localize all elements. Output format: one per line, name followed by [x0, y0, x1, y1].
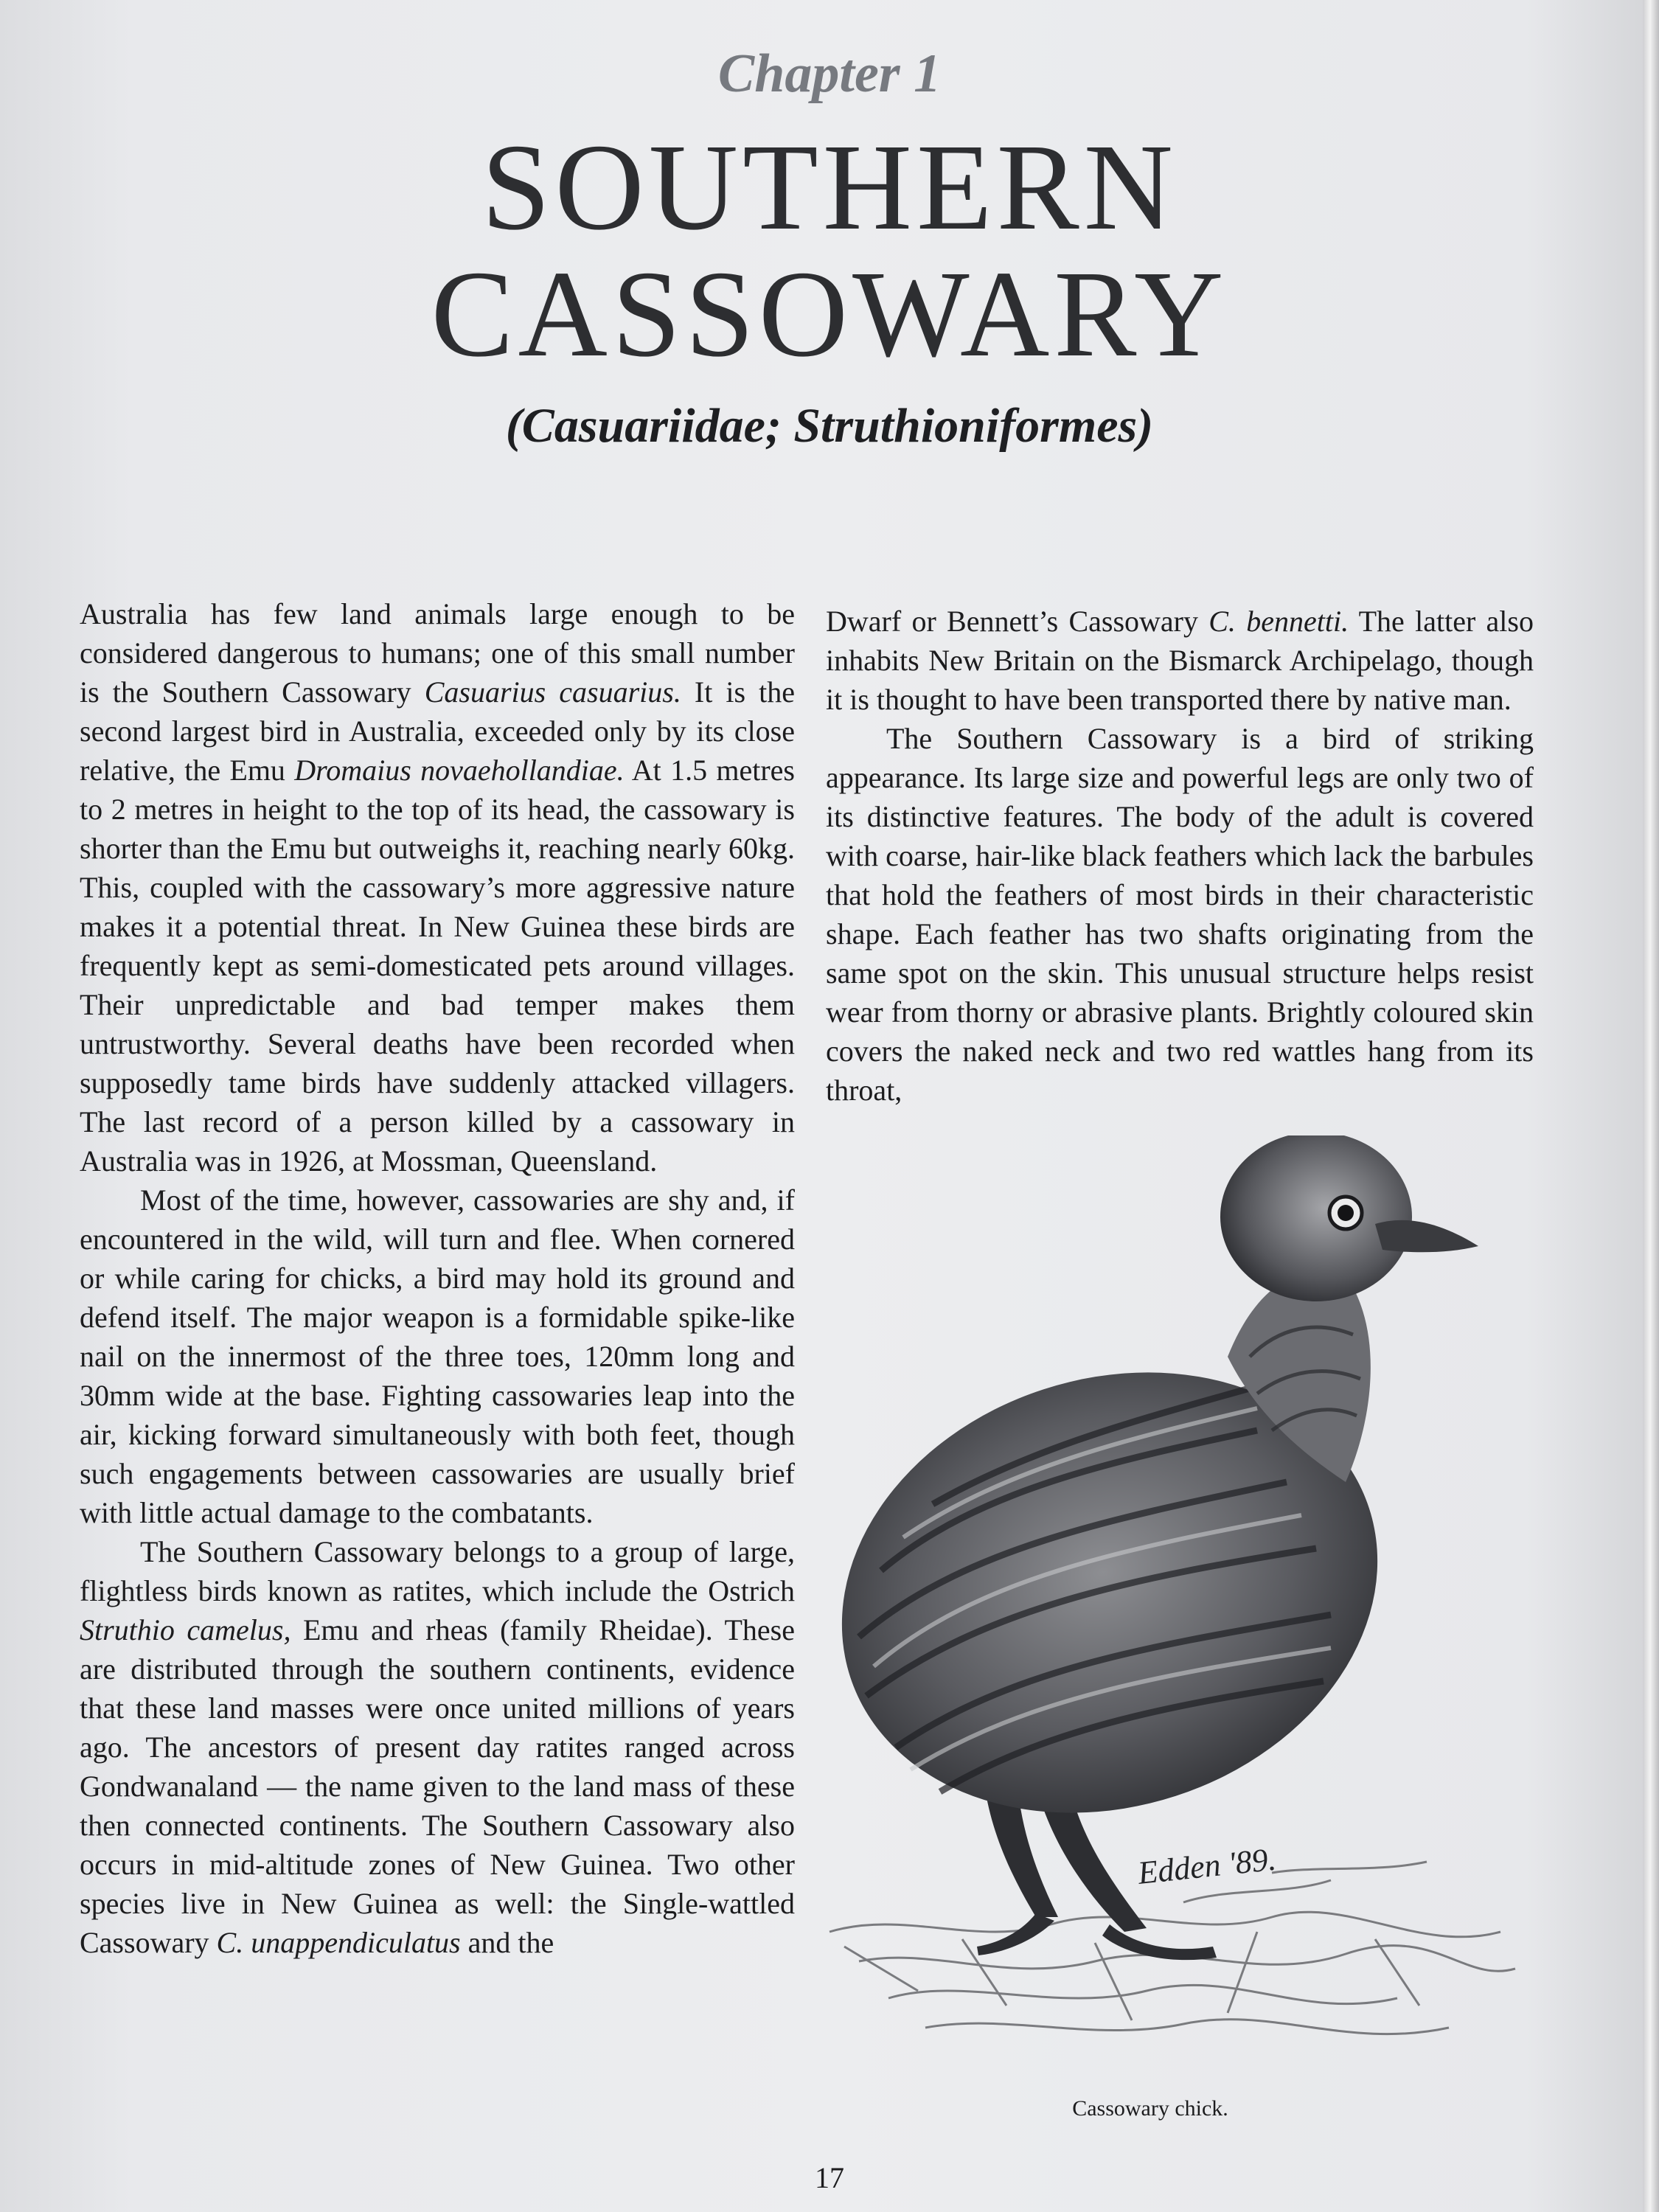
- chapter-title-line-1: SOUTHERN: [481, 119, 1178, 256]
- species-name: Dromaius novaehollandiae.: [294, 754, 625, 787]
- species-name: Casuarius casuarius.: [424, 675, 681, 709]
- species-name: Struthio camelus,: [80, 1613, 291, 1646]
- paragraph-3: The Southern Cassowary belongs to a group of large, flightless birds known as ratites, which include the Ostrich Struthio camelus, Emu and rheas (family Rheidae). These are distributed through the southern continents, evidence that these land masses were once united millions of years ago. The ancestors of present day ratites ranged across Gondwanaland — the name given to the land mass of these then connected continents. The Southern Cassowary also occurs in mid-altitude zones of New Guinea. Two other species live in New Guinea as well: the Single-wattled Cassowary C. unappendiculatus and the: [80, 1535, 796, 1959]
- page-number: 17: [815, 2161, 844, 2194]
- paragraph-5: The Southern Cassowary is a bird of striking appearance. Its large size and powerful legs are only two of its distinctive features. The body of the adult is covered with coarse, hair-like black feathers which lack the barbules that hold the feathers of most birds in their characteristic shape. Each feather has two shafts originating from the same spot on the skin. This unusual structure helps resist wear from thorny or abrasive plants. Brightly coloured skin covers the naked neck and two red wattles hang from its throat,: [826, 722, 1534, 1107]
- right-column: [826, 602, 1534, 1110]
- cassowary-chick-illustration: [815, 1135, 1530, 2094]
- species-name: C. bennetti.: [1208, 605, 1349, 638]
- chapter-subtitle: (Casuariidae; Struthioniformes): [505, 399, 1154, 453]
- left-column: [80, 594, 795, 1962]
- chapter-title-line-2: CASSOWARY: [431, 246, 1228, 383]
- paragraph-4: Dwarf or Bennett’s Cassowary C. bennetti. The latter also inhabits New Britain on the Bismarck Archipelago, though it is thought to have been transported there by native man.: [826, 605, 1534, 716]
- paragraph-2: Most of the time, however, cassowaries are shy and, if encountered in the wild, will turn and flee. When cornered or while caring for chicks, a bird may hold its ground and defend itself. The major weapon is a formidable spike-like nail on the innermost of the three toes, 120mm long and 30mm wide at the base. Fighting cassowaries leap into the air, kicking forward simultaneously with both feet, though such engagements between cassowaries are usually brief with little actual damage to the combatants.: [80, 1183, 795, 1529]
- chick-beak: [1375, 1220, 1478, 1252]
- paragraph-1: Australia has few land animals large enough to be considered dangerous to humans; one of this small number is the Southern Cassowary Casuarius casuarius. It is the second largest bird in Australia, exceeded only by its close relative, the Emu Dromaius novaehollandiae. At 1.5 metres to 2 metres in height to the top of its head, the cassowary is shorter than the Emu but outweighs it, reaching nearly 60kg. This, coupled with the cassowary’s more aggressive nature makes it a potential threat. In New Guinea these birds are frequently kept as semi-domesticated pets around villages. Their unpredictable and bad temper makes them untrustworthy. Several deaths have been recorded when supposedly tame birds have suddenly attacked villagers. The last record of a person killed by a cassowary in Australia was in 1926, at Mossman, Queensland.: [80, 597, 796, 1178]
- species-name: C. unappendiculatus: [216, 1926, 461, 1959]
- artist-signature: Edden '89.: [1135, 1840, 1278, 1891]
- chapter-label: Chapter 1: [717, 44, 942, 104]
- chick-head: [1220, 1135, 1412, 1301]
- illustration-caption: Cassowary chick.: [1072, 2096, 1228, 2121]
